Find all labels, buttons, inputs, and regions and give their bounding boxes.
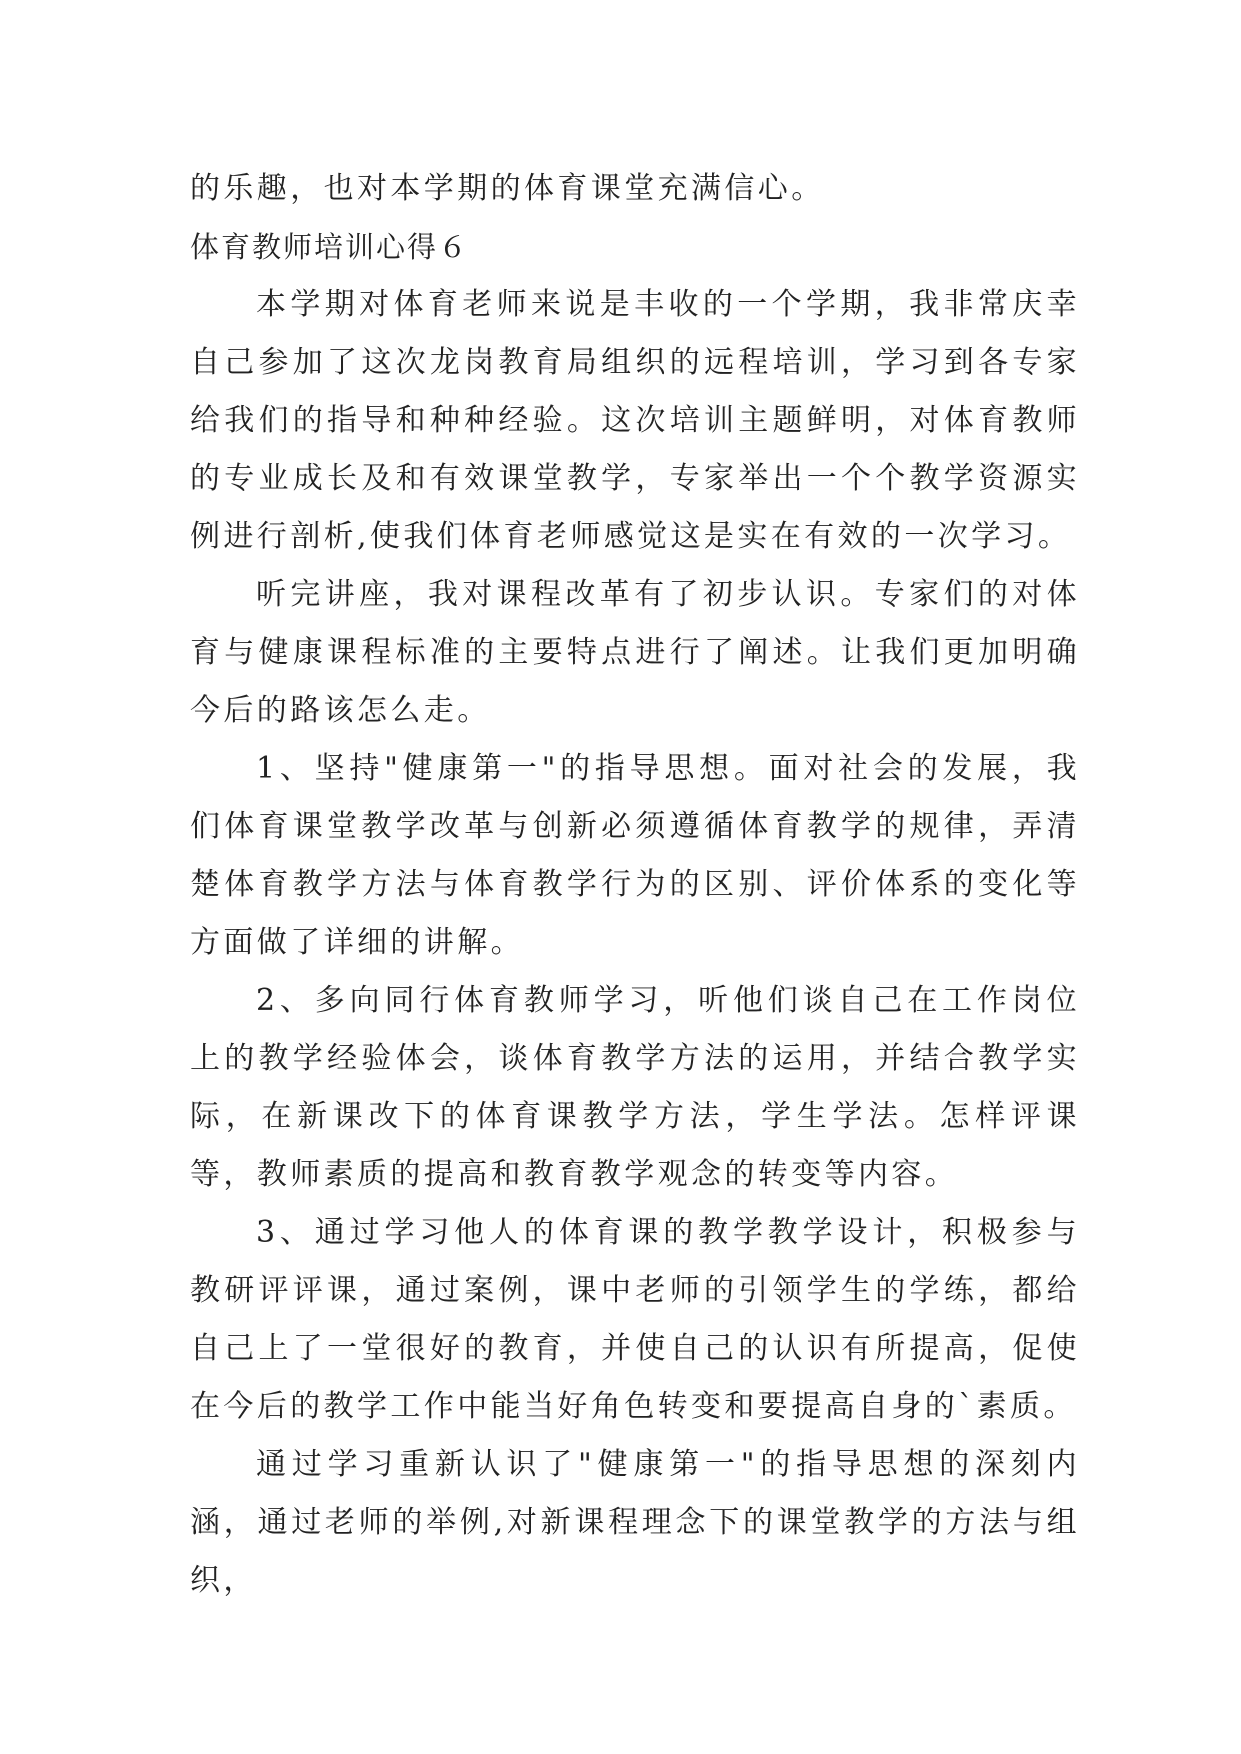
paragraph: 3、通过学习他人的体育课的教学教学设计，积极参与教研评评课，通过案例，课中老师的引领学生的学练，都给自己上了一堂很好的教育，并使自己的认识有所提高，促使在今后的教学工作中能当好角色转变和要提高自身的`素质。: [190, 1215, 1080, 1424]
paragraph: 通过学习重新认识了"健康第一"的指导思想的深刻内涵，通过老师的举例,对新课程理念下的课堂教学的方法与组织，: [190, 1447, 1080, 1598]
paragraph: 1、坚持"健康第一"的指导思想。面对社会的发展，我们体育课堂教学改革与创新必须遵循体育教学的规律，弄清楚体育教学方法与体育教学行为的区别、评价体系的变化等方面做了详细的讲解。: [190, 751, 1080, 960]
document-body: [190, 160, 1080, 1610]
continuation-line: 的乐趣，也对本学期的体育课堂充满信心。: [190, 171, 825, 206]
paragraph: 本学期对体育老师来说是丰收的一个学期，我非常庆幸自己参加了这次龙岗教育局组织的远程培训，学习到各专家给我们的指导和种种经验。这次培训主题鲜明，对体育教师的专业成长及和有效课堂教学，专家举出一个个教学资源实例进行剖析,使我们体育老师感觉这是实在有效的一次学习。: [190, 287, 1080, 554]
paragraph: 2、多向同行体育教师学习，听他们谈自己在工作岗位上的教学经验体会，谈体育教学方法的运用，并结合教学实际，在新课改下的体育课教学方法，学生学法。怎样评课等，教师素质的提高和教育教学观念的转变等内容。: [190, 983, 1080, 1192]
section-heading: 体育教师培训心得６: [190, 230, 470, 264]
paragraph: 听完讲座，我对课程改革有了初步认识。专家们的对体育与健康课程标准的主要特点进行了阐述。让我们更加明确今后的路该怎么走。: [190, 577, 1080, 728]
